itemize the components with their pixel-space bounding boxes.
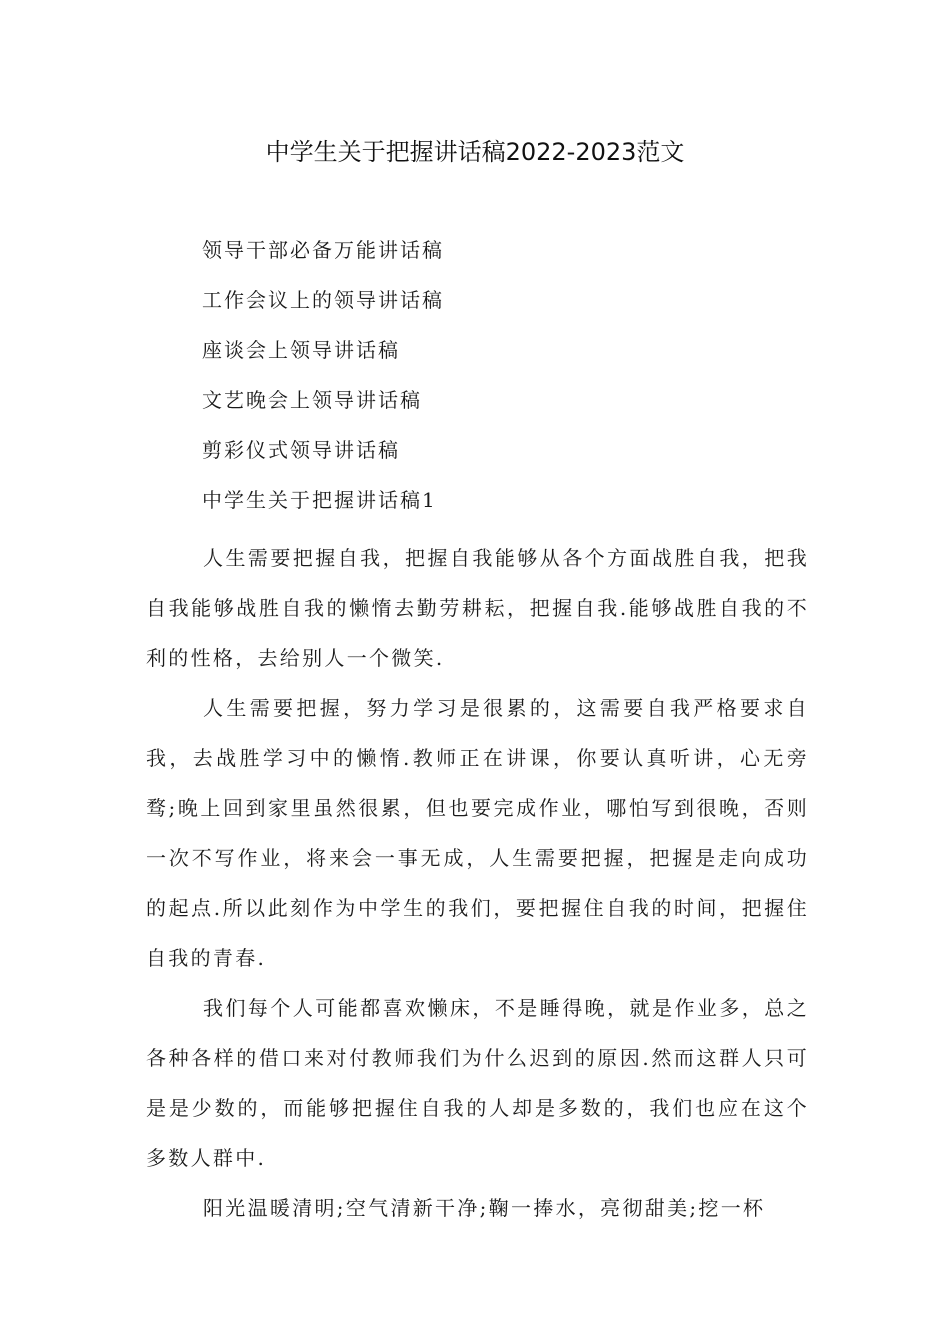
paragraph: 我们每个人可能都喜欢懒床，不是睡得晚，就是作业多，总之各种各样的借口来对付教师我们为什么迟到的原因.然而这群人只可是是少数的，而能够把握住自我的人却是多数的，我们也应在这个多数人群中. <box>146 996 809 1170</box>
toc-item: 文艺晚会上领导讲话稿 <box>202 388 422 412</box>
toc-item: 领导干部必备万能讲话稿 <box>202 238 444 262</box>
document-title: 中学生关于把握讲话稿2022-2023范文 <box>265 138 685 166</box>
toc-item: 工作会议上的领导讲话稿 <box>202 288 444 312</box>
paragraph: 人生需要把握自我，把握自我能够从各个方面战胜自我，把我自我能够战胜自我的懒惰去勤劳耕耘，把握自我.能够战胜自我的不利的性格，去给别人一个微笑. <box>146 546 809 670</box>
toc-item: 座谈会上领导讲话稿 <box>202 338 400 362</box>
paragraph: 阳光温暖清明;空气清新干净;鞠一捧水，亮彻甜美;挖一杯 <box>203 1196 766 1220</box>
toc-item: 中学生关于把握讲话稿1 <box>202 488 437 512</box>
toc-item: 剪彩仪式领导讲话稿 <box>202 438 400 462</box>
paragraph: 人生需要把握，努力学习是很累的，这需要自我严格要求自我，去战胜学习中的懒惰.教师正在讲课，你要认真听讲，心无旁骛;晚上回到家里虽然很累，但也要完成作业，哪怕写到很晚，否则一次不写作业，将来会一事无成，人生需要把握，把握是走向成功的起点.所以此刻作为中学生的我们，要把握住自我的时间，把握住自我的青春. <box>146 696 809 970</box>
toc-list <box>202 233 802 533</box>
body-text <box>146 533 809 1233</box>
